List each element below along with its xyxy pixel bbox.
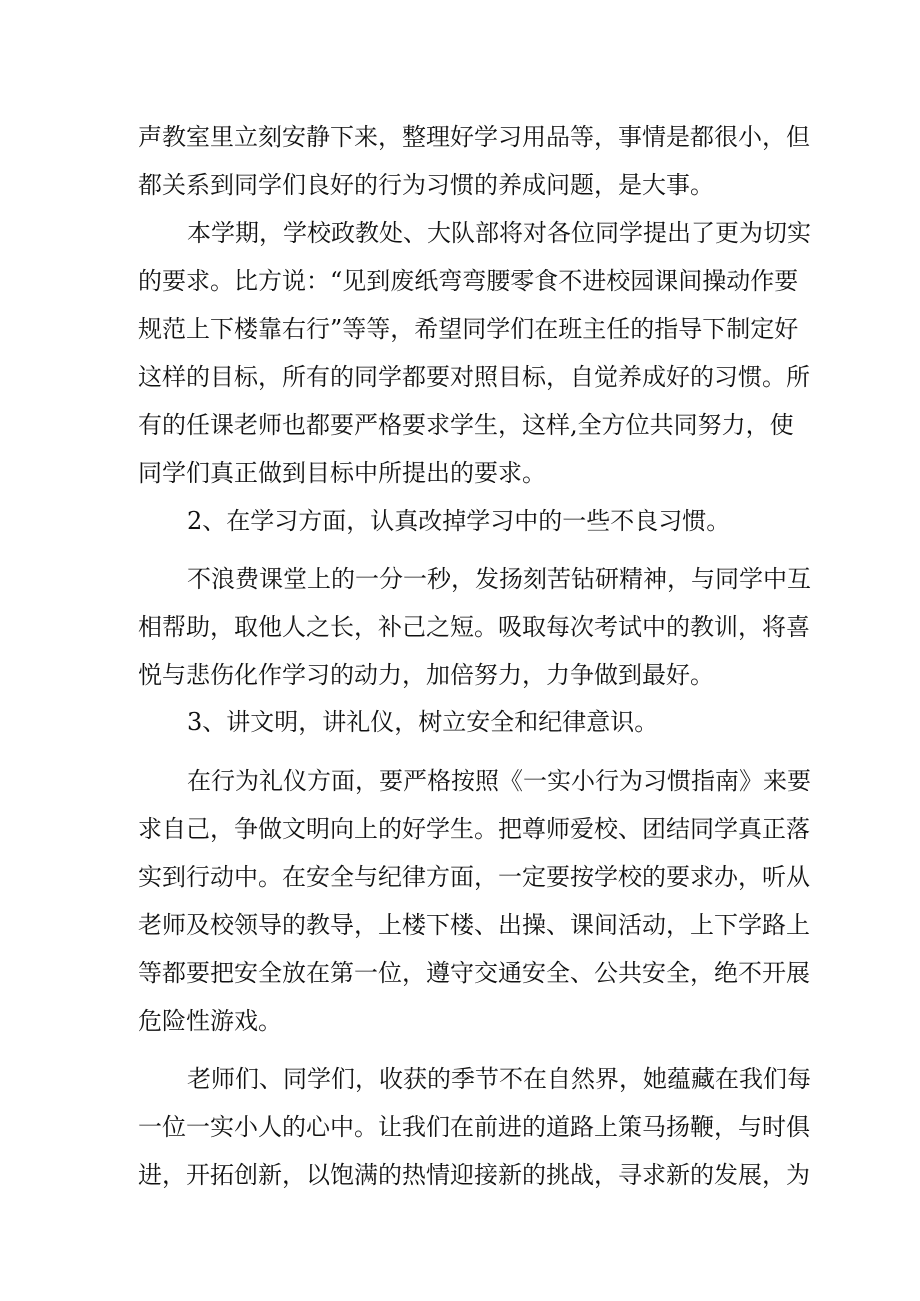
paragraph-2-line-1: 本学期，学校政教处、大队部将对各位同学提出了更为切实 — [187, 219, 811, 247]
paragraph-6-line-3: 实到行动中。在安全与纪律方面，一定要按学校的要求办，听从 — [138, 863, 810, 891]
paragraph-2-line-4: 这样的目标，所有的同学都要对照目标，自觉养成好的习惯。所 — [138, 363, 810, 391]
paragraph-2-line-6: 同学们真正做到目标中所提出的要求。 — [138, 459, 546, 487]
paragraph-1-line-2: 都关系到同学们良好的行为习惯的养成问题，是大事。 — [138, 171, 714, 199]
paragraph-7-line-1: 老师们、同学们，收获的季节不在自然界，她蕴藏在我们每 — [187, 1065, 811, 1093]
paragraph-2-line-3: 规范上下楼靠右行”等等，希望同学们在班主任的指导下制定好 — [138, 315, 799, 343]
paragraph-6-line-4: 老师及校领导的教导，上楼下楼、出操、课间活动，上下学路上 — [138, 911, 810, 939]
paragraph-6-line-1: 在行为礼仪方面，要严格按照《一实小行为习惯指南》来要 — [187, 767, 811, 795]
paragraph-4-line-1: 不浪费课堂上的一分一秒，发扬刻苦钻研精神，与同学中互 — [187, 565, 811, 593]
paragraph-2-line-2: 的要求。比方说：“见到废纸弯弯腰零食不进校园课间操动作要 — [138, 267, 799, 295]
paragraph-6-line-2: 求自己，争做文明向上的好学生。把尊师爱校、团结同学真正落 — [138, 815, 810, 843]
paragraph-2-line-5: 有的任课老师也都要严格要求学生，这样,全方位共同努力，使 — [138, 411, 794, 439]
paragraph-6-line-5: 等都要把安全放在第一位，遵守交通安全、公共安全，绝不开展 — [138, 959, 810, 987]
section-heading-2: 2、在学习方面，认真改掉学习中的一些不良习惯。 — [187, 507, 731, 535]
paragraph-6-line-6: 危险性游戏。 — [138, 1007, 282, 1035]
paragraph-4-line-2: 相帮助，取他人之长，补己之短。吸取每次考试中的教训，将喜 — [138, 613, 810, 641]
paragraph-4-line-3: 悦与悲伤化作学习的动力，加倍努力，力争做到最好。 — [138, 661, 714, 689]
paragraph-1-line-1: 声教室里立刻安静下来，整理好学习用品等，事情是都很小，但 — [138, 123, 810, 151]
paragraph-7-line-2: 一位一实小人的心中。让我们在前进的道路上策马扬鞭，与时俱 — [138, 1113, 810, 1141]
section-heading-3: 3、讲文明，讲礼仪，树立安全和纪律意识。 — [187, 708, 659, 736]
paragraph-7-line-3: 进，开拓创新，以饱满的热情迎接新的挑战，寻求新的发展，为 — [138, 1161, 810, 1189]
